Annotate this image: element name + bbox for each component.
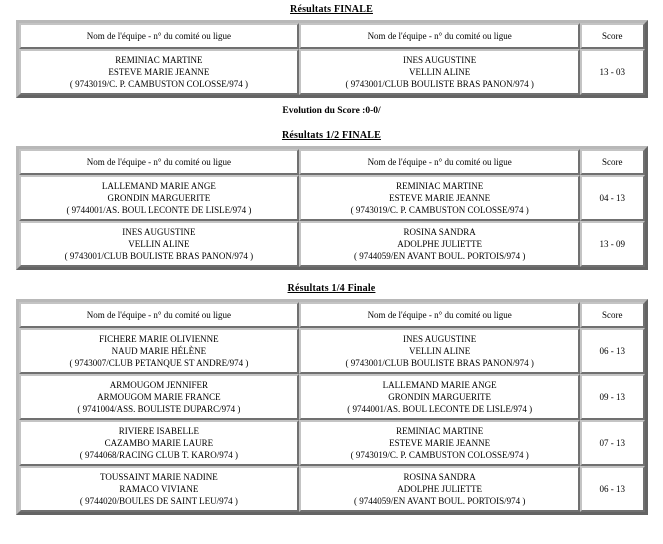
table-row bbox=[19, 49, 645, 95]
table-row bbox=[19, 175, 645, 221]
match-team-left bbox=[19, 466, 300, 512]
club-name: ( 9743007/CLUB PETANQUE ST ANDRE/974 ) bbox=[69, 358, 249, 368]
results-table-demi-finale bbox=[16, 146, 648, 270]
section-title-quart-finale: Résultats 1/4 Finale bbox=[287, 283, 376, 294]
match-team-right bbox=[299, 466, 580, 512]
player-name: RAMACO VIVIANE bbox=[119, 484, 199, 494]
match-team-left bbox=[19, 374, 300, 420]
club-name: ( 9744068/RACING CLUB T. KARO/974 ) bbox=[79, 450, 238, 460]
player-name: VELLIN ALINE bbox=[409, 67, 471, 77]
club-name: ( 9743019/C. P. CAMBUSTON COLOSSE/974 ) bbox=[350, 205, 529, 215]
table-header-row bbox=[19, 23, 645, 49]
club-name: ( 9743001/CLUB BOULISTE BRAS PANON/974 ) bbox=[64, 251, 254, 261]
header-score: Score bbox=[580, 149, 644, 175]
section-spacer bbox=[0, 270, 663, 279]
player-name: ESTEVE MARIE JEANNE bbox=[389, 438, 491, 448]
player-name: REMINIAC MARTINE bbox=[115, 55, 203, 65]
club-name: ( 9744059/EN AVANT BOUL. PORTOIS/974 ) bbox=[354, 496, 526, 506]
player-name: NAUD MARIE HÉLÈNE bbox=[111, 346, 207, 356]
header-team-right: Nom de l'équipe - n° du comité ou ligue bbox=[299, 23, 580, 49]
table-body-demi-finale bbox=[19, 149, 645, 267]
match-team-left bbox=[19, 49, 300, 95]
match-score: 07 - 13 bbox=[580, 420, 644, 466]
match-score: 09 - 13 bbox=[580, 374, 644, 420]
player-name: FICHERE MARIE OLIVIENNE bbox=[99, 334, 219, 344]
table-body-finale bbox=[19, 23, 645, 95]
club-name: ( 9744020/BOULES DE SAINT LEU/974 ) bbox=[79, 496, 238, 506]
match-score: 13 - 03 bbox=[580, 49, 644, 95]
club-name: ( 9743019/C. P. CAMBUSTON COLOSSE/974 ) bbox=[350, 450, 529, 460]
player-name: ADOLPHE JULIETTE bbox=[397, 484, 483, 494]
player-name: INES AUGUSTINE bbox=[403, 55, 477, 65]
player-name: ROSINA SANDRA bbox=[403, 227, 476, 237]
table-header-row bbox=[19, 149, 645, 175]
header-team-right: Nom de l'équipe - n° du comité ou ligue bbox=[299, 302, 580, 328]
match-score: 04 - 13 bbox=[580, 175, 644, 221]
match-team-right bbox=[299, 221, 580, 267]
match-score: 06 - 13 bbox=[580, 466, 644, 512]
match-team-right bbox=[299, 175, 580, 221]
table-row bbox=[19, 374, 645, 420]
match-team-left bbox=[19, 420, 300, 466]
match-team-right bbox=[299, 328, 580, 374]
table-body-quart-finale bbox=[19, 302, 645, 512]
club-name: ( 9744001/AS. BOUL LECONTE DE LISLE/974 ) bbox=[347, 404, 533, 414]
player-name: GRONDIN MARGUERITE bbox=[107, 193, 211, 203]
table-row bbox=[19, 420, 645, 466]
match-team-right bbox=[299, 49, 580, 95]
match-score: 13 - 09 bbox=[580, 221, 644, 267]
player-name: LALLEMAND MARIE ANGE bbox=[382, 380, 497, 390]
player-name: ARMOUGOM JENNIFER bbox=[109, 380, 209, 390]
header-score: Score bbox=[580, 302, 644, 328]
match-team-left bbox=[19, 175, 300, 221]
table-row bbox=[19, 328, 645, 374]
player-name: ESTEVE MARIE JEANNE bbox=[389, 193, 491, 203]
match-team-right bbox=[299, 374, 580, 420]
header-team-right: Nom de l'équipe - n° du comité ou ligue bbox=[299, 149, 580, 175]
match-team-left bbox=[19, 221, 300, 267]
table-row bbox=[19, 221, 645, 267]
header-score: Score bbox=[580, 23, 644, 49]
club-name: ( 9741004/ASS. BOULISTE DUPARC/974 ) bbox=[77, 404, 241, 414]
player-name: VELLIN ALINE bbox=[128, 239, 190, 249]
section-title-finale: Résultats FINALE bbox=[290, 4, 373, 15]
club-name: ( 9744001/AS. BOUL LECONTE DE LISLE/974 ) bbox=[66, 205, 252, 215]
player-name: VELLIN ALINE bbox=[409, 346, 471, 356]
player-name: ESTEVE MARIE JEANNE bbox=[108, 67, 210, 77]
player-name: GRONDIN MARGUERITE bbox=[388, 392, 492, 402]
table-row bbox=[19, 466, 645, 512]
player-name: ROSINA SANDRA bbox=[403, 472, 476, 482]
player-name: REMINIAC MARTINE bbox=[396, 181, 484, 191]
player-name: TOUSSAINT MARIE NADINE bbox=[100, 472, 218, 482]
player-name: INES AUGUSTINE bbox=[403, 334, 477, 344]
club-name: ( 9743001/CLUB BOULISTE BRAS PANON/974 ) bbox=[345, 79, 534, 89]
table-header-row bbox=[19, 302, 645, 328]
match-score: 06 - 13 bbox=[580, 328, 644, 374]
player-name: REMINIAC MARTINE bbox=[396, 426, 484, 436]
player-name: LALLEMAND MARIE ANGE bbox=[101, 181, 216, 191]
match-team-right bbox=[299, 420, 580, 466]
header-team-left: Nom de l'équipe - n° du comité ou ligue bbox=[19, 149, 300, 175]
player-name: ARMOUGOM MARIE FRANCE bbox=[97, 392, 221, 402]
results-table-quart-finale bbox=[16, 299, 648, 515]
header-team-left: Nom de l'équipe - n° du comité ou ligue bbox=[19, 302, 300, 328]
club-name: ( 9744059/EN AVANT BOUL. PORTOIS/974 ) bbox=[354, 251, 526, 261]
player-name: RIVIERE ISABELLE bbox=[118, 426, 200, 436]
header-team-left: Nom de l'équipe - n° du comité ou ligue bbox=[19, 23, 300, 49]
results-table-finale bbox=[16, 20, 648, 98]
player-name: INES AUGUSTINE bbox=[122, 227, 196, 237]
player-name: CAZAMBO MARIE LAURE bbox=[104, 438, 214, 448]
club-name: ( 9743019/C. P. CAMBUSTON COLOSSE/974 ) bbox=[69, 79, 248, 89]
club-name: ( 9743001/CLUB BOULISTE BRAS PANON/974 ) bbox=[345, 358, 534, 368]
player-name: ADOLPHE JULIETTE bbox=[397, 239, 483, 249]
section-title-demi-finale: Résultats 1/2 FINALE bbox=[281, 130, 381, 141]
evolution-score-text: Evolution du Score :0-0/ bbox=[282, 106, 381, 116]
match-team-left bbox=[19, 328, 300, 374]
